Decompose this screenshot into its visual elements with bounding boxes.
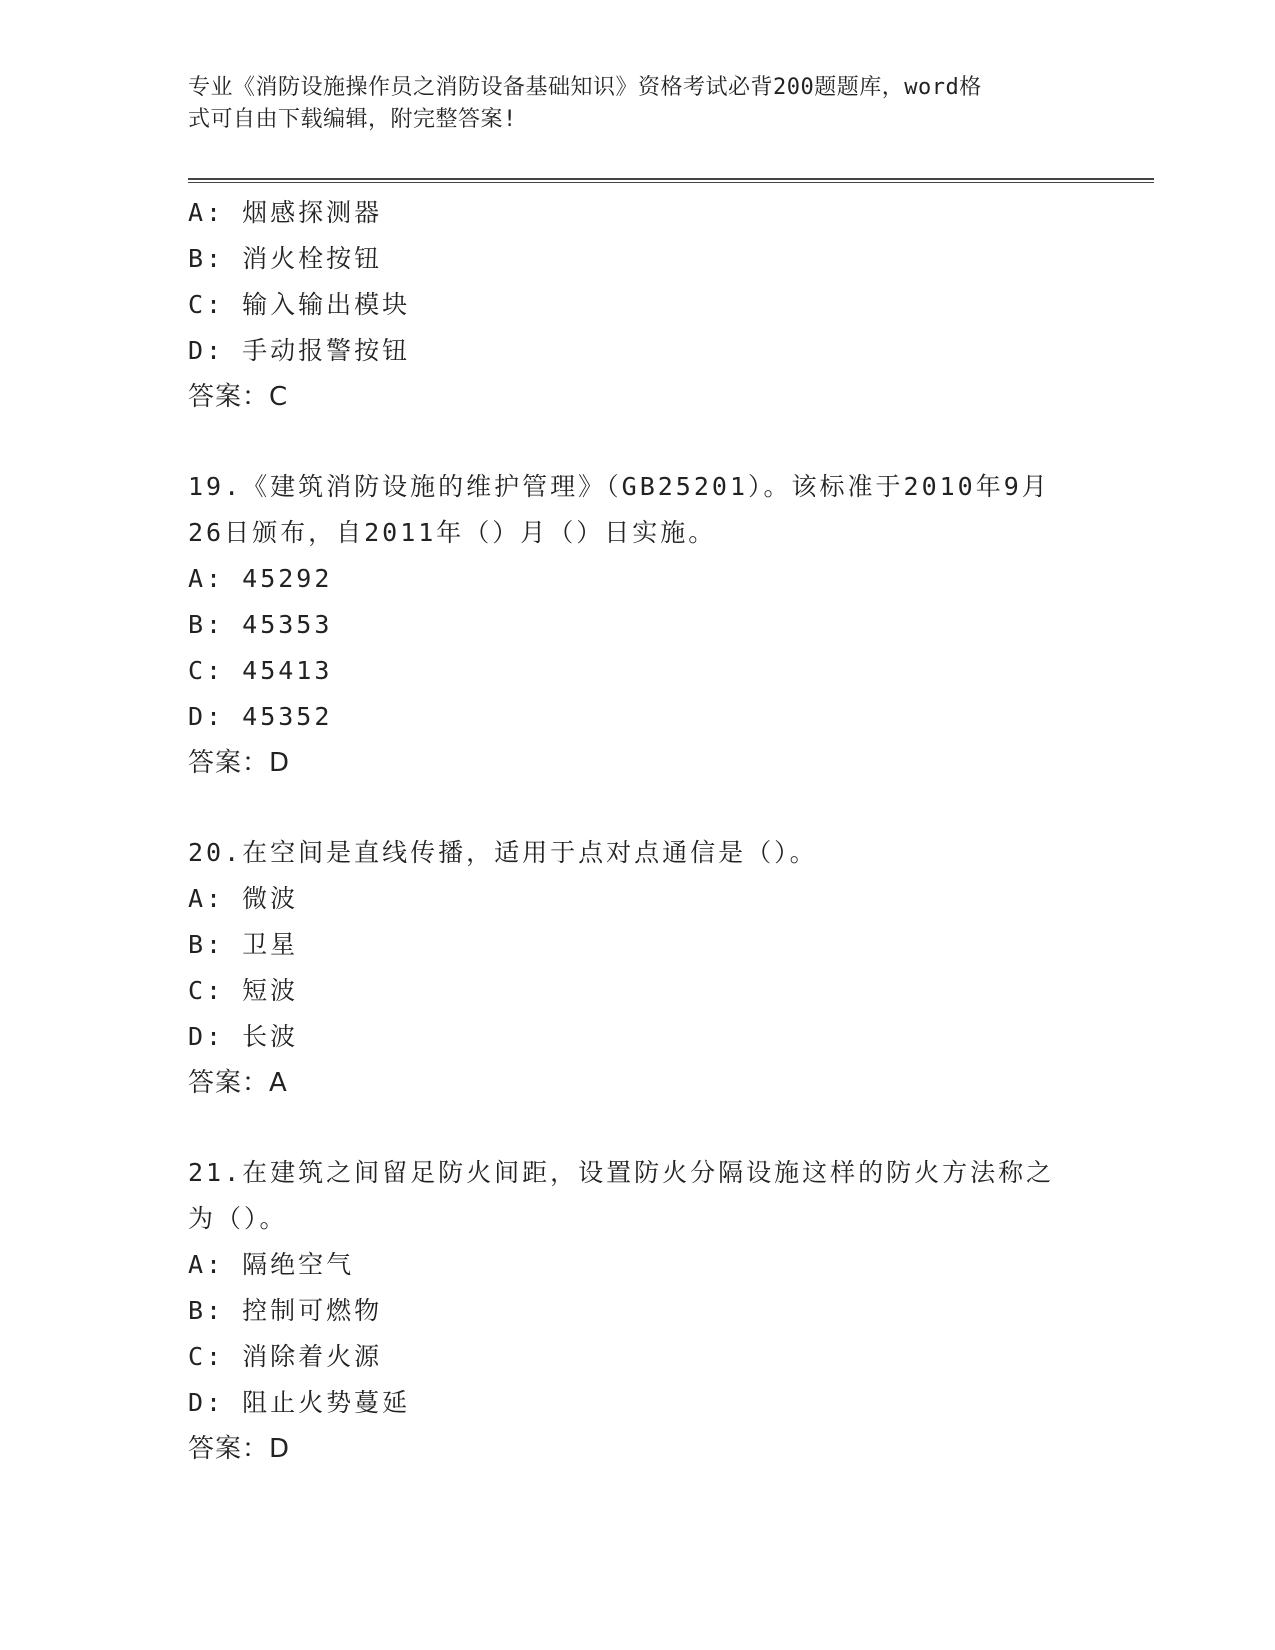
option-b: B: 控制可燃物 — [188, 1296, 383, 1325]
option-a: A: 45292 — [188, 564, 333, 593]
option-d: D: 45352 — [188, 702, 333, 731]
option-b: B: 消火栓按钮 — [188, 244, 383, 273]
option-a: A: 微波 — [188, 884, 299, 913]
question-text-line-1: 19.《建筑消防设施的维护管理》（GB25201）。该标准于2010年9月 — [188, 472, 1050, 501]
question-21 — [188, 1150, 1088, 1472]
option-c: C: 短波 — [188, 976, 299, 1005]
header-line-2: 式可自由下载编辑，附完整答案! — [188, 107, 517, 132]
answer: 答案：A — [188, 1068, 288, 1098]
question-18 — [188, 190, 1088, 420]
answer: 答案：D — [188, 1434, 291, 1464]
option-d: D: 阻止火势蔓延 — [188, 1388, 411, 1417]
answer: 答案：D — [188, 748, 291, 778]
document-header — [188, 72, 1068, 136]
answer: 答案：C — [188, 382, 289, 412]
header-line-1: 专业《消防设施操作员之消防设备基础知识》资格考试必背200题题库，word格 — [188, 75, 982, 100]
option-c: C: 45413 — [188, 656, 333, 685]
header-divider — [188, 178, 1154, 183]
question-20 — [188, 830, 1088, 1106]
question-text-line-2: 为（）。 — [188, 1204, 288, 1233]
spacer — [188, 786, 1088, 830]
option-d: D: 手动报警按钮 — [188, 336, 411, 365]
spacer — [188, 1106, 1088, 1150]
option-b: B: 卫星 — [188, 930, 299, 959]
option-b: B: 45353 — [188, 610, 333, 639]
option-a: A: 隔绝空气 — [188, 1250, 355, 1279]
option-a: A: 烟感探测器 — [188, 198, 383, 227]
question-19 — [188, 464, 1088, 786]
question-text-line-2: 26日颁布，自2011年（）月（）日实施。 — [188, 518, 717, 547]
option-d: D: 长波 — [188, 1022, 299, 1051]
spacer — [188, 420, 1088, 464]
question-text-line-1: 20.在空间是直线传播，适用于点对点通信是（）。 — [188, 838, 818, 867]
option-c: C: 消除着火源 — [188, 1342, 383, 1371]
option-c: C: 输入输出模块 — [188, 290, 411, 319]
question-list — [188, 190, 1088, 1472]
question-text-line-1: 21.在建筑之间留足防火间距，设置防火分隔设施这样的防火方法称之 — [188, 1158, 1055, 1187]
